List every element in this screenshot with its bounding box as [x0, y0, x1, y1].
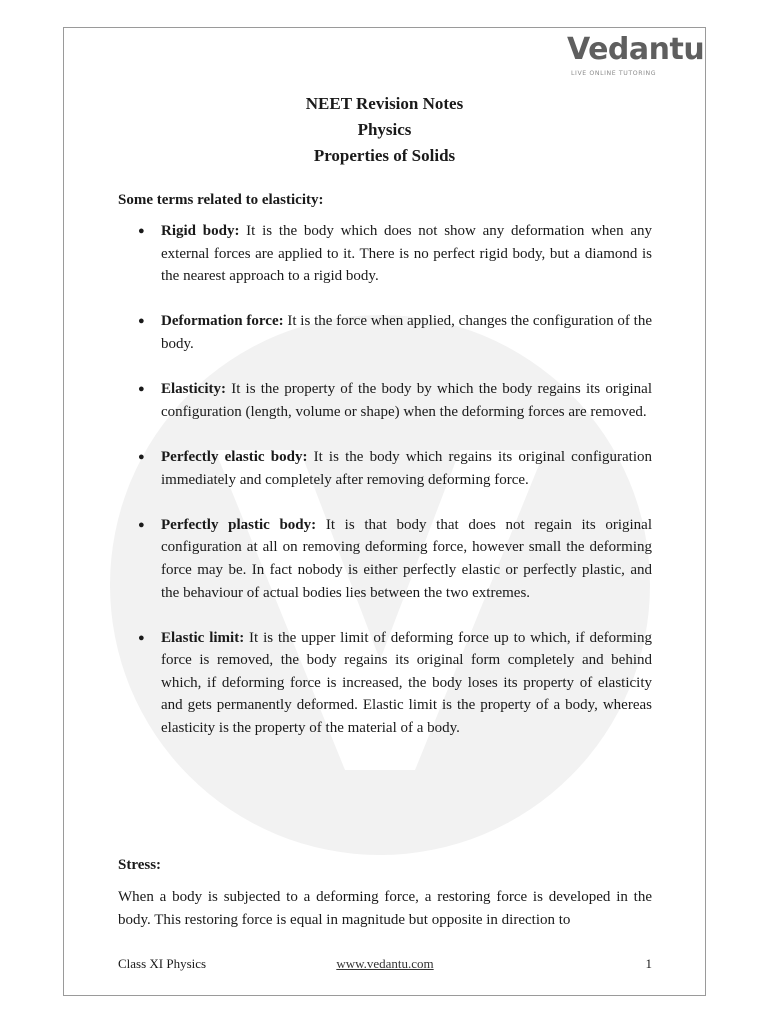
title-line-1: NEET Revision Notes [305, 94, 464, 113]
page-footer [118, 956, 652, 976]
footer-website-link[interactable]: www.vedantu.com [336, 956, 434, 971]
term-name: Perfectly elastic body: [161, 448, 308, 465]
title-line-3: Properties of Solids [313, 146, 456, 165]
title-line-2: Physics [357, 120, 412, 139]
list-item [118, 310, 652, 355]
logo-wordmark: Vedantu [567, 32, 705, 67]
section-heading-elasticity: Some terms related to elasticity: [118, 192, 324, 208]
term-definition: It is the body which does not show any deformation when any external forces are applied to it. There is no perfect rigid body, but a diamond is the nearest approach to a rigid body. [161, 223, 652, 285]
term-name: Elastic limit: [161, 629, 245, 646]
elasticity-terms-list [118, 220, 652, 762]
page-number: 1 [645, 956, 652, 971]
term-definition: It is the upper limit of deforming force up to which, if deforming force is removed, the body regains its original form completely and behind which, if deforming force is increased, the body loses its property of elasticity and gets permanently deformed. Elastic limit is the property of a body, whereas elasticity is the property of the material of a body. [161, 629, 652, 737]
bullet-icon: ● [138, 315, 145, 328]
list-item [118, 446, 652, 491]
bullet-icon: ● [138, 450, 145, 463]
bullet-icon: ● [138, 518, 145, 531]
term-name: Elasticity: [161, 381, 226, 398]
term-definition: It is the force when applied, changes the configuration of the body. [161, 313, 652, 352]
vedantu-logo [560, 32, 705, 80]
logo-tagline: LIVE ONLINE TUTORING [571, 70, 657, 77]
footer-class-label: Class XI Physics [118, 956, 207, 971]
term-name: Deformation force: [161, 313, 284, 330]
bullet-icon: ● [138, 383, 145, 396]
list-item [118, 514, 652, 604]
term-definition: It is the body which regains its original configuration immediately and completely after removing deforming force. [161, 448, 652, 488]
section-heading-stress: Stress: [118, 857, 162, 873]
term-definition: It is the property of the body by which the body regains its original configuration (length, volume or shape) when the deforming forces are removed. [161, 381, 652, 420]
document-title-block [63, 91, 706, 169]
bullet-icon: ● [138, 631, 145, 644]
stress-paragraph: When a body is subjected to a deforming force, a restoring force is developed in the body. This restoring force is equal in magnitude but opposite in direction to [118, 889, 652, 928]
term-definition: It is that body that does not regain its original configuration at all on removing deforming force, however small the deforming force may be. In fact nobody is either perfectly elastic or perfectly plastic, and the behaviour of actual bodies lies between the two extremes. [161, 516, 652, 601]
term-name: Rigid body: [161, 223, 240, 239]
list-item [118, 378, 652, 423]
term-name: Perfectly plastic body: [161, 516, 317, 533]
bullet-icon: ● [138, 225, 145, 237]
list-item [118, 220, 652, 288]
list-item [118, 627, 652, 740]
